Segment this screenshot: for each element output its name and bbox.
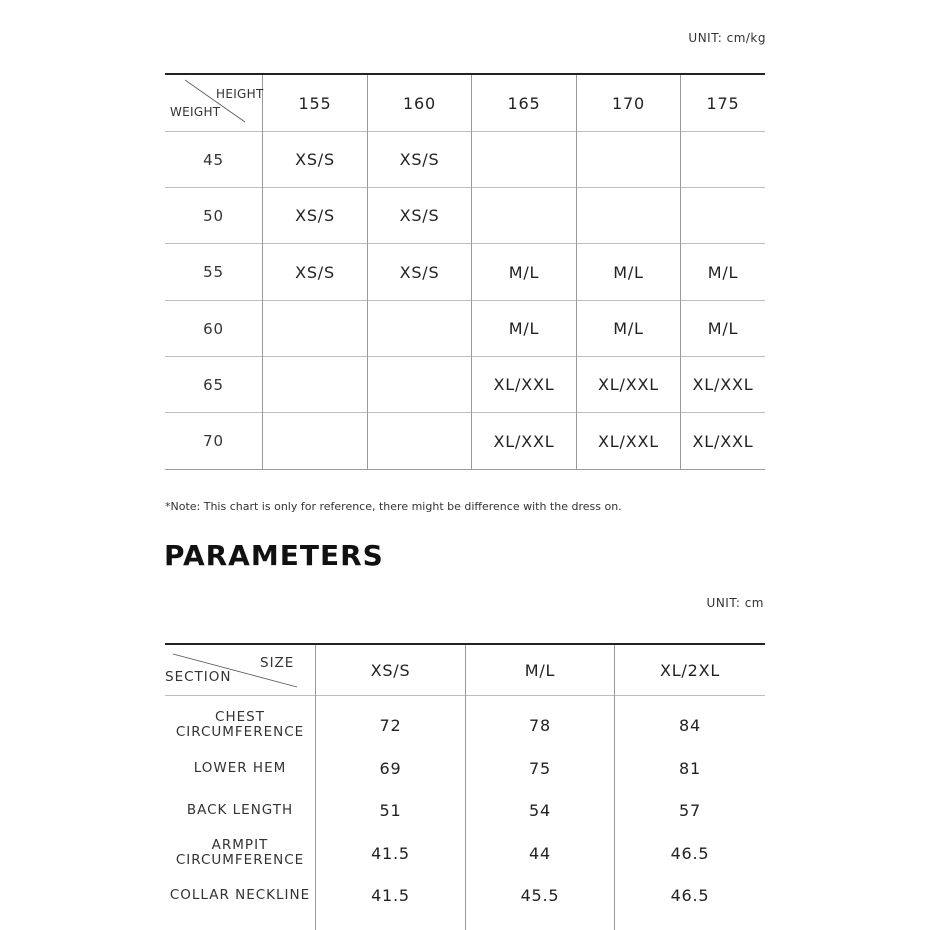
size-cell: XS/S bbox=[399, 206, 440, 225]
measurement-cell: 69 bbox=[379, 758, 402, 778]
height-axis-label: HEIGHT bbox=[216, 87, 264, 101]
height-header: 165 bbox=[507, 93, 541, 113]
size-cell: M/L bbox=[707, 319, 739, 338]
size-cell bbox=[368, 357, 471, 412]
measurement-cell: 51 bbox=[379, 800, 402, 820]
size-cell: XS/S bbox=[399, 150, 440, 169]
size-axis-label: SIZE bbox=[260, 655, 295, 671]
height-header: 155 bbox=[298, 93, 332, 113]
size-cell bbox=[472, 188, 576, 243]
measurement-cell: 45.5 bbox=[520, 885, 560, 905]
weight-header: 50 bbox=[203, 206, 224, 225]
size-header: XL/2XL bbox=[659, 660, 721, 680]
size-header: M/L bbox=[524, 660, 556, 680]
size-cell: M/L bbox=[707, 262, 739, 282]
table-bottom-rule bbox=[165, 469, 765, 470]
size-cell bbox=[368, 301, 471, 356]
height-header: 170 bbox=[612, 93, 645, 113]
size-chart-unit: UNIT: cm/kg bbox=[688, 31, 766, 45]
section-label: ARMPIT CIRCUMFERENCE bbox=[175, 837, 305, 868]
measurement-cell: 46.5 bbox=[670, 843, 710, 863]
size-cell: XL/XXL bbox=[598, 431, 659, 451]
size-cell: XS/S bbox=[295, 262, 335, 282]
size-cell bbox=[577, 132, 680, 187]
size-header: XS/S bbox=[370, 660, 411, 680]
measurement-cell: 75 bbox=[529, 758, 551, 778]
measurement-cell: 78 bbox=[529, 715, 551, 735]
weight-axis-label: WEIGHT bbox=[170, 105, 221, 119]
section-label: COLLAR NECKLINE bbox=[169, 886, 311, 903]
size-cell: XL/XXL bbox=[692, 431, 754, 451]
size-cell: XS/S bbox=[295, 206, 335, 225]
measurement-cell: 84 bbox=[679, 715, 701, 735]
size-cell bbox=[681, 132, 765, 187]
weight-header: 65 bbox=[203, 375, 224, 394]
measurement-cell: 57 bbox=[679, 800, 701, 820]
measurement-cell: 41.5 bbox=[371, 843, 410, 863]
size-cell bbox=[263, 413, 367, 469]
size-chart-table bbox=[165, 73, 765, 470]
size-cell: XL/XXL bbox=[692, 375, 754, 394]
section-label: BACK LENGTH bbox=[186, 801, 294, 818]
height-header: 175 bbox=[706, 93, 740, 113]
size-cell: M/L bbox=[508, 262, 540, 282]
size-cell: XL/XXL bbox=[598, 375, 659, 394]
parameters-unit: UNIT: cm bbox=[706, 596, 764, 610]
weight-header: 70 bbox=[203, 432, 224, 450]
measurement-cell: 54 bbox=[529, 800, 551, 820]
size-cell bbox=[681, 188, 765, 243]
measurement-cell: 72 bbox=[379, 715, 402, 735]
size-cell: XL/XXL bbox=[493, 375, 555, 394]
measurement-cell: 44 bbox=[529, 843, 551, 863]
section-label: LOWER HEM bbox=[193, 759, 287, 776]
weight-header: 55 bbox=[203, 263, 224, 281]
section-label: CHEST CIRCUMFERENCE bbox=[175, 709, 305, 740]
size-cell bbox=[263, 357, 367, 412]
measurement-cell: 81 bbox=[679, 758, 701, 778]
size-cell: M/L bbox=[508, 319, 540, 338]
size-cell: M/L bbox=[613, 262, 644, 282]
measurement-cell: 46.5 bbox=[670, 885, 710, 905]
measurement-cell: 41.5 bbox=[371, 885, 410, 905]
size-cell: XS/S bbox=[399, 262, 440, 282]
height-header: 160 bbox=[403, 93, 436, 113]
size-cell bbox=[263, 301, 367, 356]
size-cell bbox=[472, 132, 576, 187]
size-cell: M/L bbox=[613, 319, 644, 338]
size-cell bbox=[577, 188, 680, 243]
section-axis-label: SECTION bbox=[165, 669, 232, 685]
parameters-table bbox=[165, 643, 765, 930]
reference-note: *Note: This chart is only for reference, there might be difference with the dress on. bbox=[165, 500, 622, 513]
size-cell: XL/XXL bbox=[493, 431, 555, 451]
weight-header: 60 bbox=[203, 319, 224, 338]
size-cell: XS/S bbox=[295, 150, 335, 169]
size-cell bbox=[368, 413, 471, 469]
weight-header: 45 bbox=[203, 150, 224, 169]
parameters-title: PARAMETERS bbox=[164, 539, 384, 572]
